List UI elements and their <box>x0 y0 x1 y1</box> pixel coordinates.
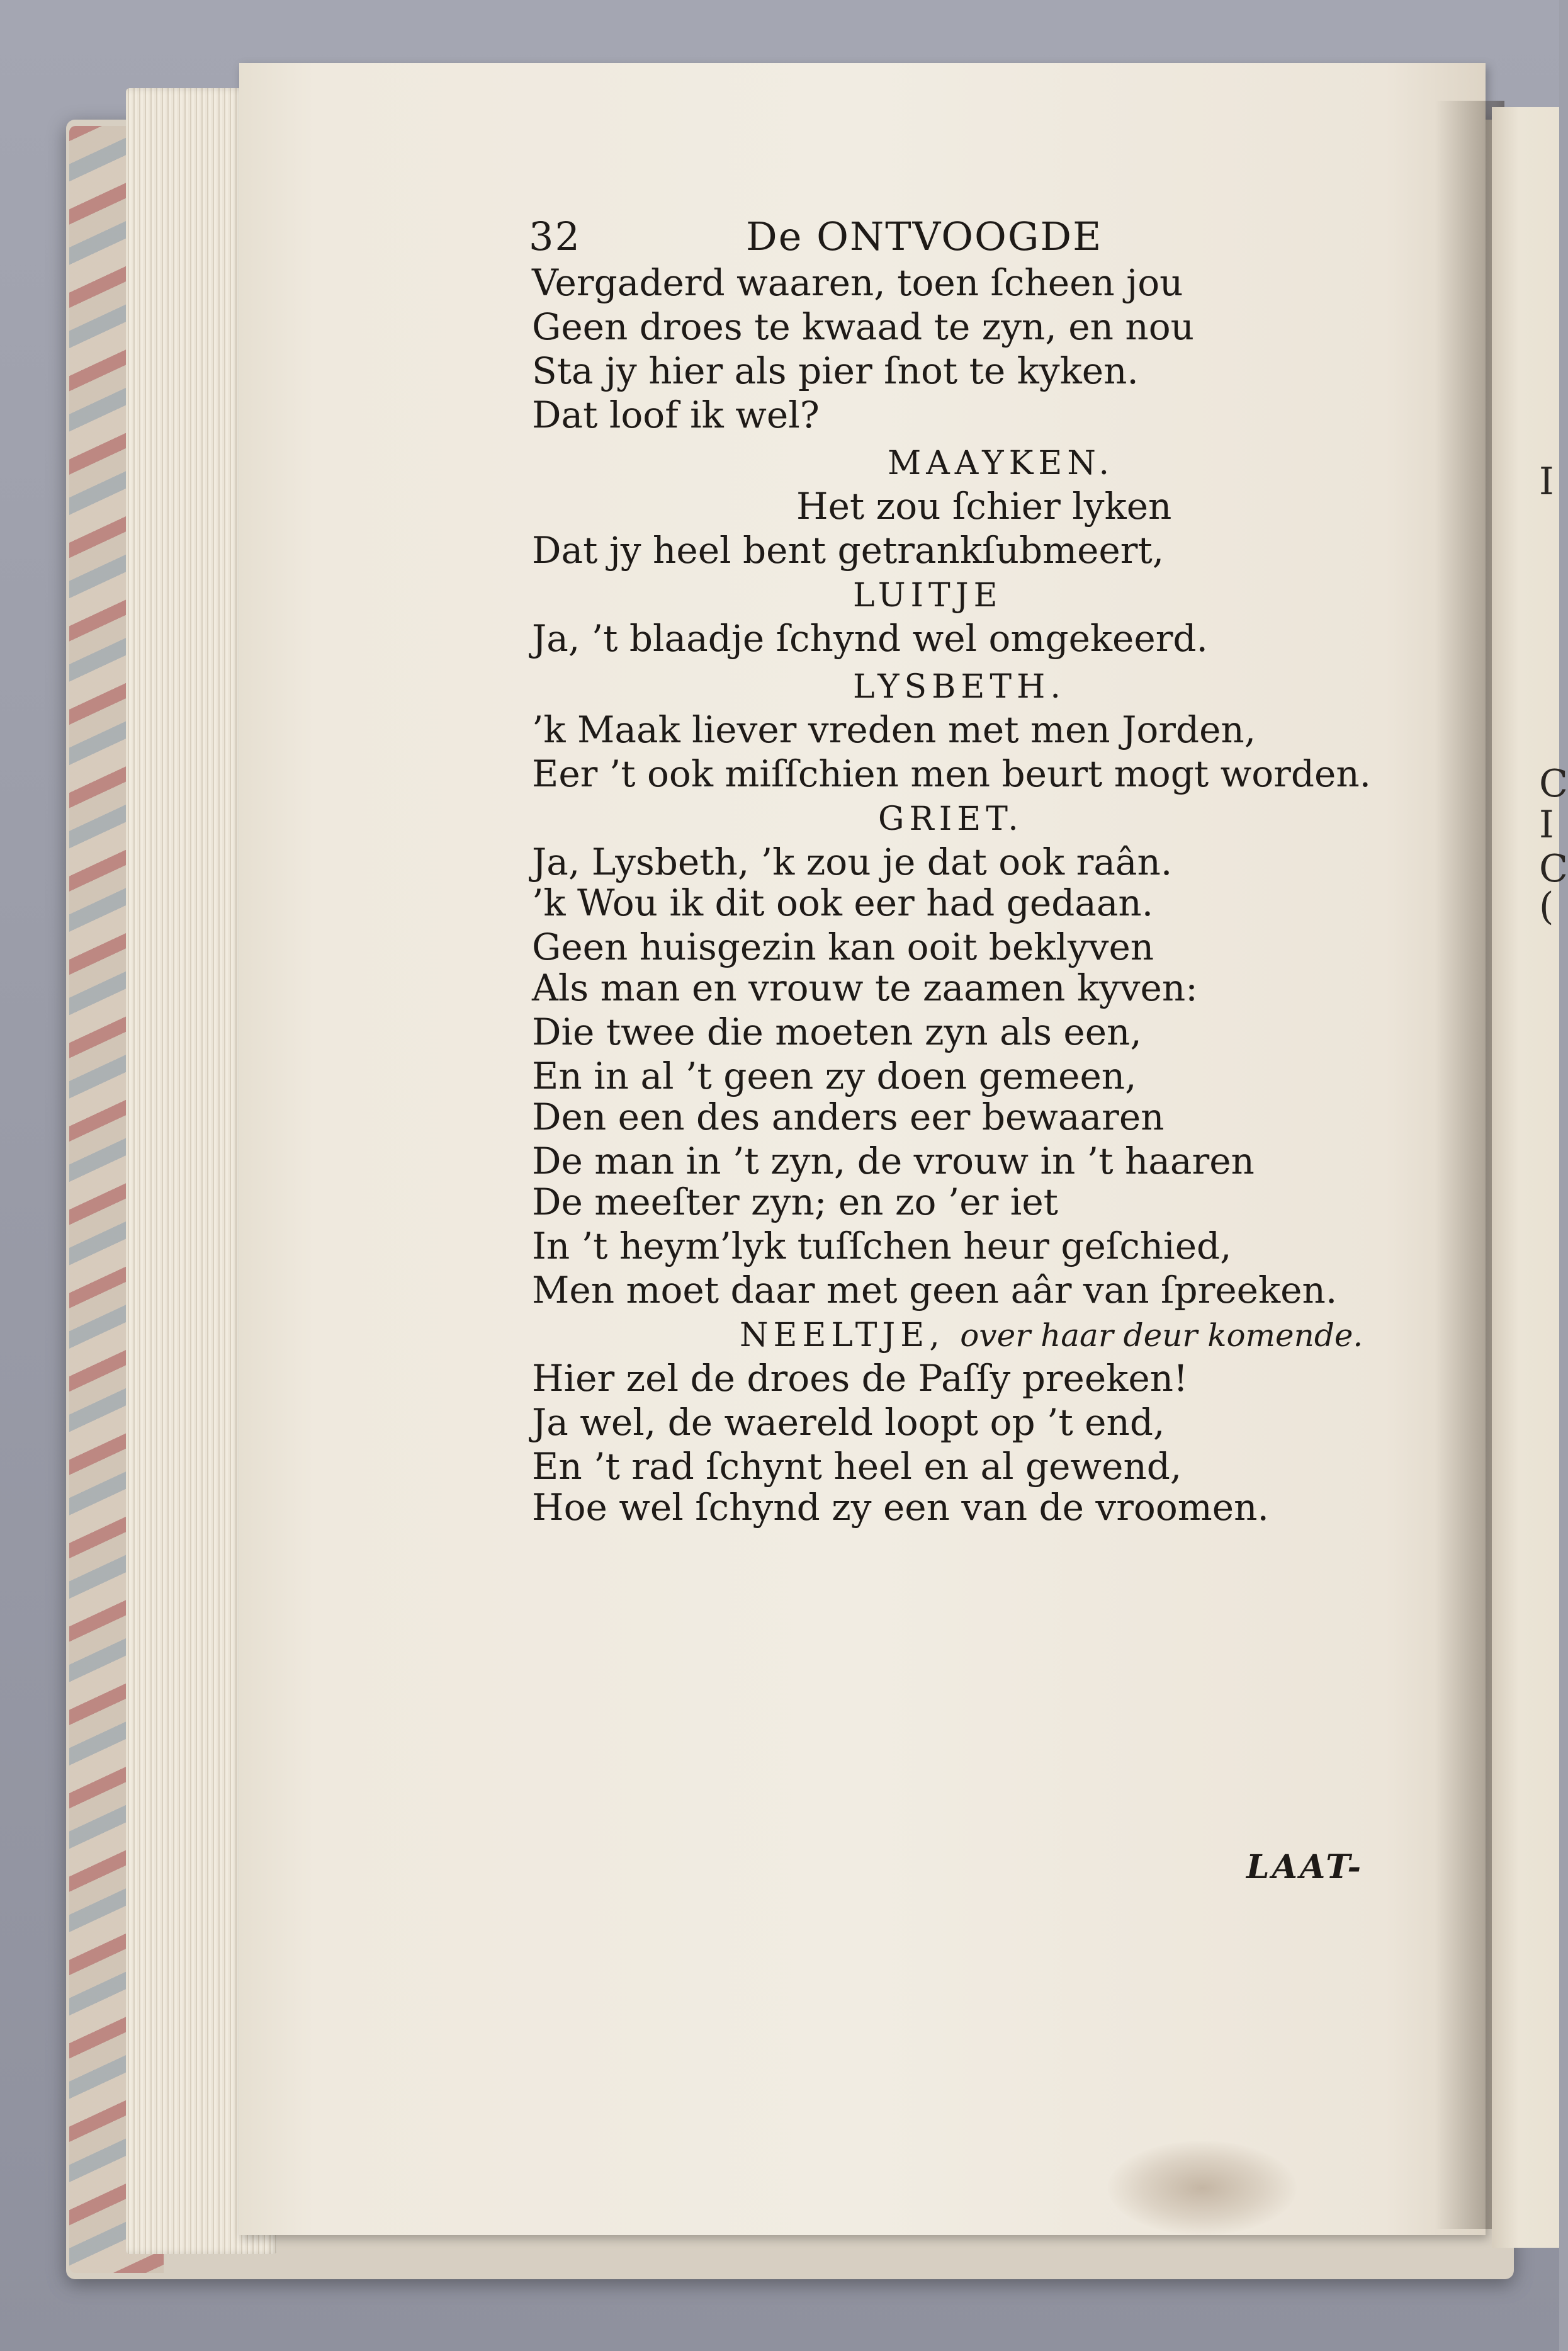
speaker-name: LUITJE <box>853 577 1003 615</box>
verse-line: Hoe wel ſchynd zy een van de vroomen. <box>532 1486 1269 1529</box>
verse-line: Geen droes te kwaad te zyn, en nou <box>532 305 1195 348</box>
stage-direction: over haar deur komende. <box>960 1317 1363 1354</box>
speaker-name: LYSBETH. <box>853 668 1066 706</box>
verse-line: Die twee die moeten zyn als een, <box>532 1011 1142 1053</box>
verse-line: Het zou ſchier lyken <box>796 485 1172 528</box>
verse-line: Ja wel, de waereld loopt op ’t end, <box>532 1401 1165 1444</box>
page-number: 32 <box>529 213 581 259</box>
facing-page-glyph: C <box>1539 762 1568 806</box>
verse-line: Den een des anders eer bewaaren <box>532 1096 1165 1138</box>
speaker-name: GRIET. <box>878 800 1024 838</box>
verse-line: De meeſter zyn; en zo ’er iet <box>532 1181 1058 1223</box>
verse-line: ’k Maak liever vreden met men Jorden, <box>532 708 1256 751</box>
verse-line: In ’t heym’lyk tuſſchen heur geſchied, <box>532 1225 1232 1267</box>
verse-line: Vergaderd waaren, toen ſcheen jou <box>532 261 1183 304</box>
verse-line: ’k Wou ik dit ook eer had gedaan. <box>532 881 1154 924</box>
verse-line: De man in ’t zyn, de vrouw in ’t haaren <box>532 1140 1255 1182</box>
facing-page-glyph: C <box>1539 847 1568 891</box>
verse-line: Eer ’t ook miſſchien men beurt mogt worden. <box>532 752 1372 795</box>
page-stain <box>1108 2141 1297 2235</box>
facing-page <box>1492 107 1559 2248</box>
verse-line: Ja, Lysbeth, ’k zou je dat ook raân. <box>532 841 1173 883</box>
verse-line: Dat loof ik wel? <box>532 394 820 436</box>
verse-line: Sta jy hier als pier ſnot te kyken. <box>532 349 1139 392</box>
verse-line: Hier zel de droes de Paſſy preeken! <box>532 1357 1188 1400</box>
verse-line: Als man en vrouw te zaamen kyven: <box>532 966 1198 1009</box>
verse-line: En ’t rad ſchynt heel en al gewend, <box>532 1445 1182 1488</box>
verse-line: Geen huisgezin kan ooit beklyven <box>532 926 1154 968</box>
verse-line: Dat jy heel bent getrankſubmeert, <box>532 529 1165 572</box>
verse-line: Men moet daar met geen aâr van ſpreeken. <box>532 1269 1338 1311</box>
speaker-name: MAAYKEN. <box>888 445 1115 482</box>
speaker-with-direction <box>740 1319 1363 1352</box>
facing-page-glyph: ( <box>1539 885 1554 929</box>
running-title: De ONTVOOGDE <box>746 213 1103 259</box>
catchword: LAAT- <box>1246 1848 1364 1886</box>
verse-line: Ja, ’t blaadje ſchynd wel omgekeerd. <box>532 617 1208 660</box>
facing-page-glyph: I <box>1539 803 1554 847</box>
facing-page-glyph: I <box>1539 460 1554 504</box>
verse-line: En in al ’t geen zy doen gemeen, <box>532 1055 1137 1097</box>
speaker-name: NEELTJE, <box>740 1317 945 1354</box>
